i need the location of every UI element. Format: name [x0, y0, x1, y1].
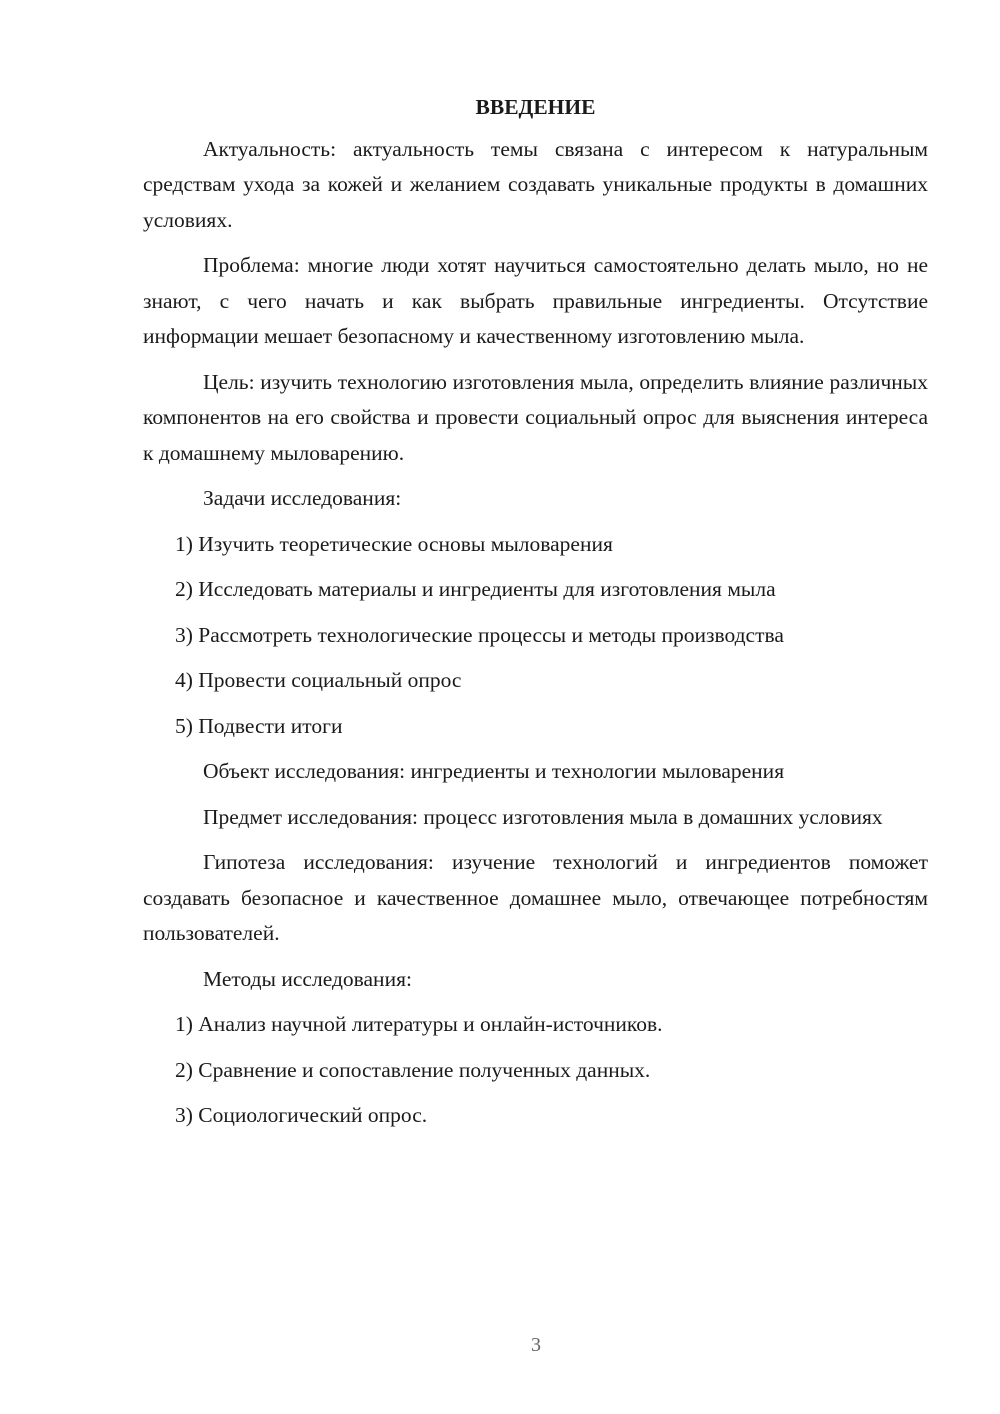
page-title: ВВЕДЕНИЕ	[475, 95, 596, 119]
document-page	[143, 90, 928, 1144]
list-item: 4) Провести социальный опрос	[175, 668, 462, 692]
tasks-list	[143, 527, 928, 745]
subject-paragraph: Предмет исследования: процесс изготовления мыла в домашних условиях	[203, 804, 883, 829]
relevance-paragraph: Актуальность: актуальность темы связана с интересом к натуральным средствам ухода за кожей и желанием создавать уникальные продукты в домашних условиях.	[143, 136, 928, 232]
object-paragraph: Объект исследования: ингредиенты и технологии мыловарения	[203, 759, 785, 783]
hypothesis-paragraph: Гипотеза исследования: изучение технологий и ингредиентов поможет создавать безопасное и качественное домашнее мыло, отвечающее потребностям пользователей.	[143, 850, 928, 945]
list-item: 1) Изучить теоретические основы мыловарения	[175, 531, 613, 556]
tasks-heading: Задачи исследования:	[203, 486, 402, 510]
list-item: 5) Подвести итоги	[175, 713, 343, 738]
problem-paragraph: Проблема: многие люди хотят научиться самостоятельно делать мыло, но не знают, с чего начать и как выбрать правильные ингредиенты. Отсутствие информации мешает безопасному и качественному изготовлению мыла.	[143, 253, 928, 348]
methods-list	[143, 1007, 928, 1134]
goal-paragraph: Цель: изучить технологию изготовления мыла, определить влияние различных компонентов на его свойства и провести социальный опрос для выяснения интереса к домашнему мыловарению.	[143, 369, 928, 465]
page-number: 3	[531, 1334, 541, 1356]
list-item: 2) Сравнение и сопоставление полученных данных.	[175, 1057, 651, 1082]
list-item: 1) Анализ научной литературы и онлайн-источников.	[175, 1012, 663, 1036]
list-item: 3) Рассмотреть технологические процессы и методы производства	[175, 622, 784, 647]
methods-heading: Методы исследования:	[203, 966, 412, 991]
list-item: 3) Социологический опрос.	[175, 1103, 428, 1127]
list-item: 2) Исследовать материалы и ингредиенты для изготовления мыла	[175, 577, 776, 601]
